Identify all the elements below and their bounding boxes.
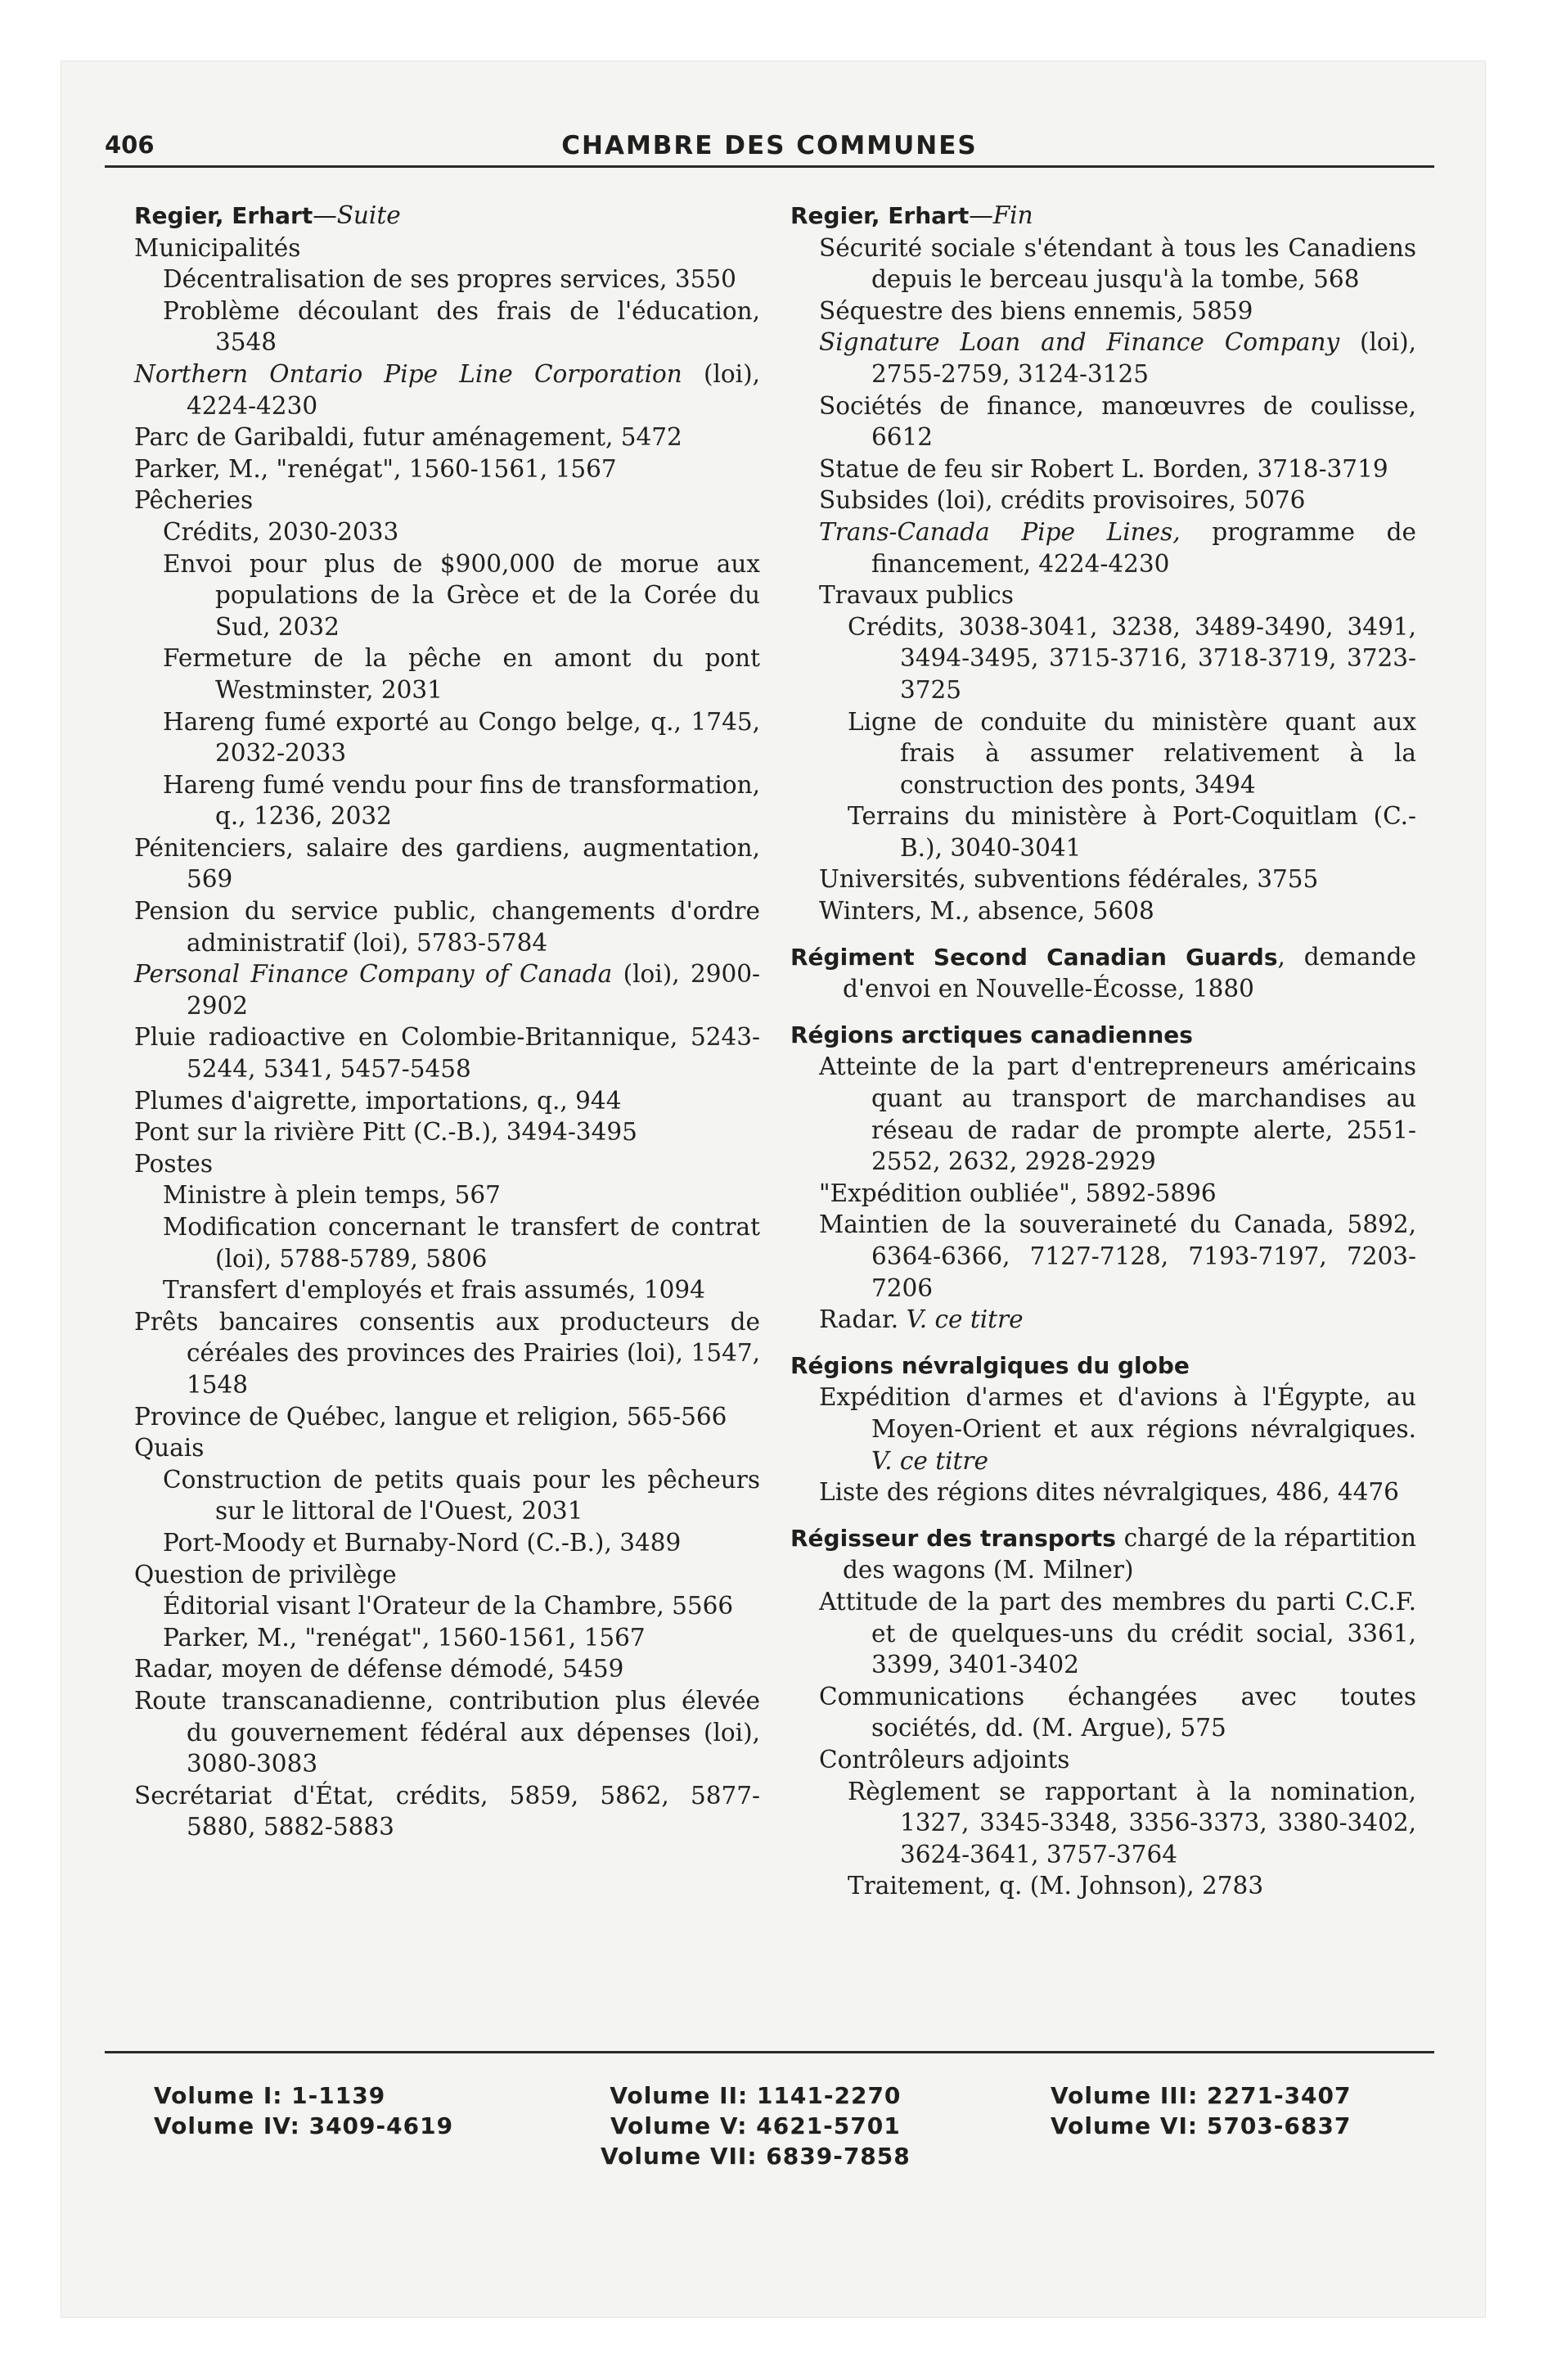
index-entry (790, 1350, 1416, 1382)
index-entry (848, 800, 1416, 863)
entry-text: "Expédition oubliée", 5892-5896 (819, 1179, 1217, 1207)
index-entry (819, 232, 1416, 295)
entry-text: Sécurité sociale s'étendant à tous les Canadiens depuis le berceau jusqu'à la tombe, 568 (819, 233, 1416, 294)
index-column-right (790, 200, 1416, 1902)
entry-text: Contrôleurs adjoints (819, 1745, 1070, 1774)
index-entry (134, 1021, 760, 1084)
index-entry (163, 295, 760, 358)
entry-heading: Régisseur des transports (790, 1524, 1116, 1552)
index-entry (163, 706, 760, 769)
index-entry (163, 548, 760, 643)
volume-list-3 (1051, 2080, 1352, 2141)
index-entry (163, 264, 760, 295)
entry-text: Plumes d'aigrette, importations, q., 944 (134, 1086, 622, 1115)
entry-text: Hareng fumé exporté au Congo belge, q., 1745, 2032-2033 (163, 707, 760, 768)
entry-text: (loi), 2900-2902 (187, 960, 760, 1020)
index-entry (134, 958, 760, 1021)
index-entry (163, 1464, 760, 1527)
entry-text: (loi), 4224-4230 (187, 359, 760, 420)
entry-text: Pêcheries (134, 486, 254, 515)
index-entry (134, 1116, 760, 1148)
index-entry (134, 1085, 760, 1117)
entry-text: Pénitenciers, salaire des gardiens, augmentation, 569 (134, 833, 760, 894)
index-entry (819, 1382, 1416, 1476)
index-entry (134, 1685, 760, 1780)
entry-text: programme de financement, 4224-4230 (871, 517, 1416, 578)
index-entry (790, 941, 1416, 1005)
index-entry (134, 358, 760, 421)
entry-text: Route transcanadienne, contribution plus élevée du gouvernement fédéral aux dépenses (loi), 3080-3083 (134, 1686, 760, 1778)
index-entry (819, 390, 1416, 453)
index-entry (819, 453, 1416, 485)
entry-italic: Signature Loan and Finance Company (819, 328, 1340, 357)
index-entry (819, 1178, 1416, 1210)
index-entry (163, 1179, 760, 1211)
entry-heading: Régions arctiques canadiennes (790, 1021, 1193, 1048)
entry-text: Modification concernant le transfert de contrat (loi), 5788-5789, 5806 (163, 1213, 760, 1273)
index-entry (819, 1744, 1416, 1776)
entry-italic: Personal Finance Company of Canada (134, 960, 613, 989)
index-entry (819, 485, 1416, 516)
entry-heading: Régions névralgiques du globe (790, 1351, 1190, 1379)
index-entry (134, 832, 760, 895)
entry-text: chargé de la répartition des wagons (M. Milner) (843, 1523, 1416, 1584)
index-entry (848, 1870, 1416, 1902)
entry-text: Règlement se rapportant à la nomination, 1327, 3345-3348, 3356-3373, 3380-3402, 3624-3641, 3757-3764 (848, 1777, 1416, 1868)
index-entry (819, 1586, 1416, 1681)
entry-text: Parker, M., "renégat", 1560-1561, 1567 (134, 454, 617, 483)
index-entry (790, 1522, 1416, 1586)
page-number: 406 (105, 131, 155, 159)
index-entry (819, 327, 1416, 390)
volume-range: Volume IV: 3409-4619 (154, 2112, 454, 2139)
index-entry (163, 769, 760, 832)
entry-text: Radar, moyen de défense démodé, 5459 (134, 1655, 624, 1684)
index-entry (134, 453, 760, 485)
volume-range: Volume III: 2271-3407 (1051, 2082, 1352, 2109)
index-entry (134, 421, 760, 453)
entry-heading: Regier, Erhart (134, 202, 313, 229)
index-entry (163, 1622, 760, 1654)
entry-text: Décentralisation de ses propres services, 3550 (163, 265, 736, 294)
volume-range: Volume VI: 5703-6837 (1051, 2112, 1352, 2139)
entry-text: , demande d'envoi en Nouvelle-Écosse, 1880 (843, 942, 1416, 1003)
entry-text: Parker, M., "renégat", 1560-1561, 1567 (163, 1623, 646, 1652)
entry-text: Travaux publics (819, 581, 1014, 610)
index-entry (163, 642, 760, 705)
volume-list-2 (601, 2080, 911, 2171)
entry-text: Ligne de conduite du ministère quant aux frais à assumer relativement à la construction des ponts, 3494 (848, 707, 1416, 799)
entry-text: Statue de feu sir Robert L. Borden, 3718-3719 (819, 454, 1388, 483)
entry-text: (loi), 2755-2759, 3124-3125 (871, 328, 1417, 388)
entry-text: Fermeture de la pêche en amont du pont Westminster, 2031 (163, 644, 760, 704)
index-entry (134, 1780, 760, 1843)
index-entry (819, 1209, 1416, 1304)
index-entry (819, 895, 1416, 927)
entry-text: Crédits, 2030-2033 (163, 517, 399, 546)
entry-text: Province de Québec, langue et religion, 565-566 (134, 1402, 727, 1431)
index-entry (163, 1590, 760, 1622)
entry-text: Atteinte de la part d'entrepreneurs américains quant au transport de marchandises au réseau de radar de prompte alerte, 2551-2552, 2632, 2928-2929 (819, 1053, 1416, 1176)
index-entry (163, 1527, 760, 1559)
entry-text: Construction de petits quais pour les pêcheurs sur le littoral de l'Ouest, 2031 (163, 1465, 760, 1526)
entry-text: Prêts bancaires consentis aux producteurs de céréales des provinces des Prairies (loi), 1547, 1548 (134, 1307, 760, 1399)
entry-italic: —Suite (313, 201, 401, 229)
entry-text: Pont sur la rivière Pitt (C.-B.), 3494-3495 (134, 1118, 637, 1147)
volume-range: Volume II: 1141-2270 (610, 2082, 902, 2109)
entry-text: Radar. (819, 1305, 907, 1334)
footer-rule (105, 2051, 1434, 2053)
entry-italic: V. ce titre (906, 1305, 1024, 1334)
entry-text: Sociétés de finance, manœuvres de coulisse, 6612 (819, 391, 1416, 452)
entry-text: Pension du service public, changements d'ordre administratif (loi), 5783-5784 (134, 897, 760, 957)
entry-text: Universités, subventions fédérales, 3755 (819, 865, 1319, 894)
entry-text: Expédition d'armes et d'avions à l'Égypte, au Moyen-Orient et aux régions névralgiques. (819, 1383, 1416, 1443)
entry-text: Attitude de la part des membres du parti C.C.F. et de quelques-uns du crédit social, 3361, 3399, 3401-3402 (819, 1587, 1416, 1679)
index-entry (134, 1401, 760, 1433)
entry-italic: —Fin (969, 201, 1033, 229)
entry-text: Terrains du ministère à Port-Coquitlam (C.-B.), 3040-3041 (848, 802, 1416, 862)
index-entry (819, 1681, 1416, 1744)
index-column-left (134, 200, 760, 1843)
entry-text: Hareng fumé vendu pour fins de transformation, q., 1236, 2032 (163, 770, 760, 831)
index-entry (848, 611, 1416, 706)
index-entry (134, 200, 760, 232)
index-entry (819, 579, 1416, 611)
entry-text: Traitement, q. (M. Johnson), 2783 (848, 1872, 1264, 1900)
index-entry (134, 1306, 760, 1401)
index-entry (134, 895, 760, 958)
index-entry (819, 1304, 1416, 1336)
index-entry (848, 1776, 1416, 1871)
index-entry (790, 200, 1416, 232)
entry-text: Séquestre des biens ennemis, 5859 (819, 296, 1253, 325)
index-entry (134, 1432, 760, 1464)
entry-text: Port-Moody et Burnaby-Nord (C.-B.), 3489 (163, 1528, 682, 1557)
entry-text: Communications échangées avec toutes sociétés, dd. (M. Argue), 575 (819, 1682, 1416, 1742)
index-entry (163, 516, 760, 548)
entry-text: Problème découlant des frais de l'éducation, 3548 (163, 296, 760, 357)
entry-text: Ministre à plein temps, 567 (163, 1181, 501, 1210)
entry-italic: Northern Ontario Pipe Line Corporation (134, 359, 682, 388)
entry-text: Envoi pour plus de $900,000 de morue aux populations de la Grèce et de la Corée du Sud, 2032 (163, 549, 760, 641)
index-entry (819, 1051, 1416, 1177)
entry-text: Parc de Garibaldi, futur aménagement, 5472 (134, 423, 682, 452)
entry-italic: V. ce titre (871, 1446, 988, 1475)
index-entry (134, 1559, 760, 1591)
volume-list-1 (154, 2080, 453, 2141)
index-entry (134, 1653, 760, 1685)
index-entry (134, 485, 760, 516)
index-entry (134, 1148, 760, 1180)
index-entry (819, 295, 1416, 327)
index-entry (134, 232, 760, 264)
index-entry (790, 1019, 1416, 1052)
volume-range: Volume I: 1-1139 (154, 2082, 386, 2109)
volume-range: Volume V: 4621-5701 (610, 2112, 901, 2139)
entry-italic: Trans-Canada Pipe Lines, (819, 517, 1181, 546)
index-entry (848, 706, 1416, 801)
volume-range: Volume VII: 6839-7858 (601, 2143, 911, 2170)
entry-text: Question de privilège (134, 1560, 397, 1589)
entry-text: Winters, M., absence, 5608 (819, 897, 1154, 926)
index-entry (819, 1476, 1416, 1508)
entry-text: Maintien de la souveraineté du Canada, 5892, 6364-6366, 7127-7128, 7193-7197, 7203-7206 (819, 1210, 1416, 1302)
entry-text: Subsides (loi), crédits provisoires, 5076 (819, 486, 1306, 515)
entry-text: Crédits, 3038-3041, 3238, 3489-3490, 3491, 3494-3495, 3715-3716, 3718-3719, 3723-3725 (848, 612, 1416, 704)
entry-text: Postes (134, 1149, 214, 1178)
entry-text: Transfert d'employés et frais assumés, 1094 (163, 1276, 705, 1305)
entry-text: Éditorial visant l'Orateur de la Chambre, 5566 (163, 1592, 734, 1620)
entry-heading: Regier, Erhart (790, 202, 970, 229)
entry-heading: Régiment Second Canadian Guards (790, 943, 1278, 971)
entry-text: Municipalités (134, 233, 301, 262)
entry-text: Quais (134, 1434, 205, 1463)
entry-text: Secrétariat d'État, crédits, 5859, 5862, 5877-5880, 5882-5883 (134, 1781, 760, 1841)
page-header (105, 128, 1434, 168)
index-entry (163, 1211, 760, 1274)
index-entry (819, 863, 1416, 895)
entry-text: Liste des régions dites névralgiques, 486, 4476 (819, 1478, 1399, 1507)
index-entry (163, 1274, 760, 1306)
entry-text: Pluie radioactive en Colombie-Britannique, 5243-5244, 5341, 5457-5458 (134, 1023, 760, 1084)
running-title: CHAMBRE DES COMMUNES (561, 131, 978, 160)
index-entry (819, 516, 1416, 579)
page-sheet (61, 61, 1486, 2318)
